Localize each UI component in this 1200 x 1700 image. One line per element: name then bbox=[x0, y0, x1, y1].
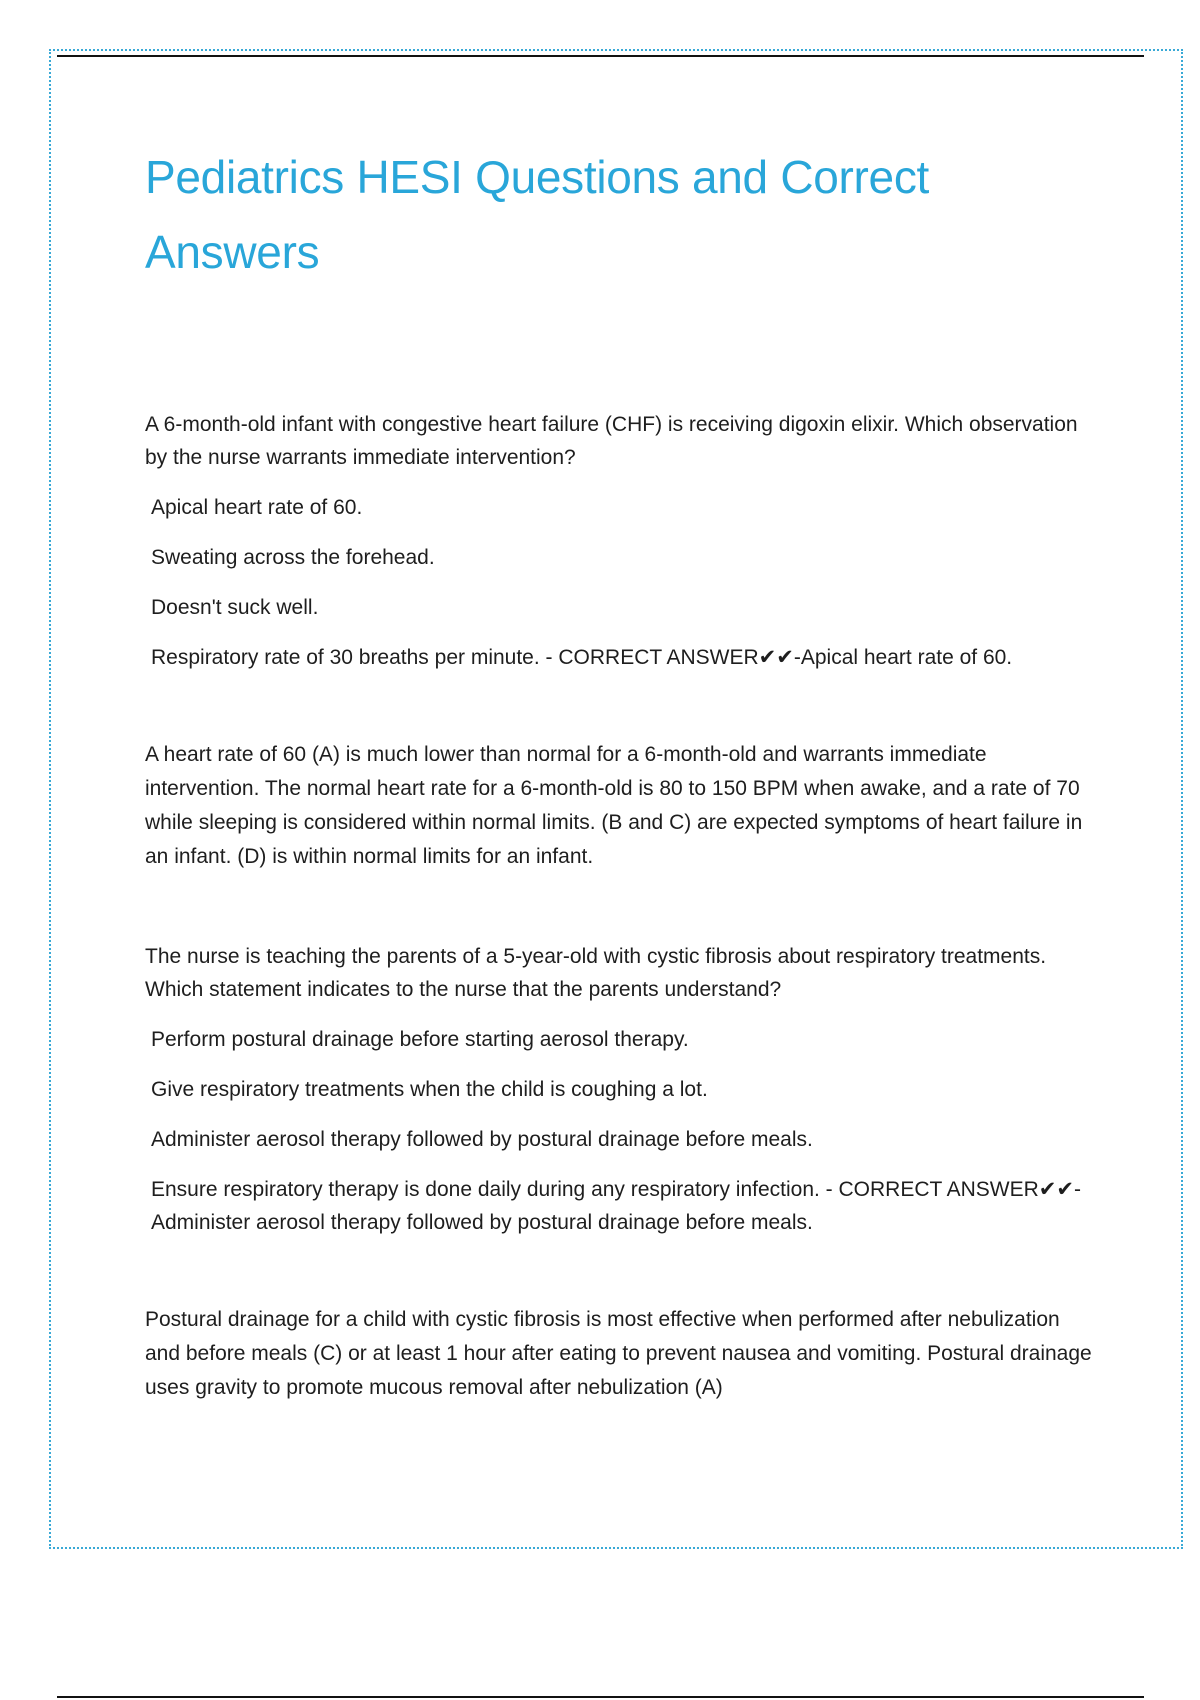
question-2 bbox=[145, 940, 1095, 1239]
document-body bbox=[145, 140, 1095, 1405]
answer-option-with-correct-answer: Ensure respiratory therapy is done daily during any respiratory infection. - CORRECT ANSWER✔✔-Administer aerosol therapy followed by postural drainage before meals. bbox=[151, 1178, 1081, 1234]
document-title: Pediatrics HESI Questions and Correct Answers bbox=[145, 151, 930, 278]
question-stem: The nurse is teaching the parents of a 5-year-old with cystic fibrosis about respiratory treatments. Which statement indicates to the nurse that the parents understand? bbox=[145, 945, 1047, 1001]
answer-option: Sweating across the forehead. bbox=[151, 546, 435, 569]
answer-explanation: Postural drainage for a child with cystic fibrosis is most effective when performed after nebulization and before meals (C) or at least 1 hour after eating to prevent nausea and vomiting. Postural drainage uses gravity to promote mucous removal after nebulization (A) bbox=[145, 1308, 1092, 1399]
answer-option: Administer aerosol therapy followed by postural drainage before meals. bbox=[151, 1128, 813, 1151]
bottom-rule bbox=[57, 1696, 1144, 1698]
question-1 bbox=[145, 408, 1095, 674]
question-stem: A 6-month-old infant with congestive heart failure (CHF) is receiving digoxin elixir. Which observation by the nurse warrants immediate intervention? bbox=[145, 413, 1078, 469]
answer-option-with-correct-answer: Respiratory rate of 30 breaths per minute. - CORRECT ANSWER✔✔-Apical heart rate of 60. bbox=[151, 646, 1013, 669]
answer-option: Perform postural drainage before starting aerosol therapy. bbox=[151, 1028, 689, 1051]
answer-explanation: A heart rate of 60 (A) is much lower than normal for a 6-month-old and warrants immediate intervention. The normal heart rate for a 6-month-old is 80 to 150 BPM when awake, and a rate of 70 while sleeping is considered within normal limits. (B and C) are expected symptoms of heart failure in an infant. (D) is within normal limits for an infant. bbox=[145, 743, 1083, 868]
answer-option: Give respiratory treatments when the child is coughing a lot. bbox=[151, 1078, 708, 1101]
answer-option: Doesn't suck well. bbox=[151, 596, 319, 619]
answer-option: Apical heart rate of 60. bbox=[151, 496, 363, 519]
